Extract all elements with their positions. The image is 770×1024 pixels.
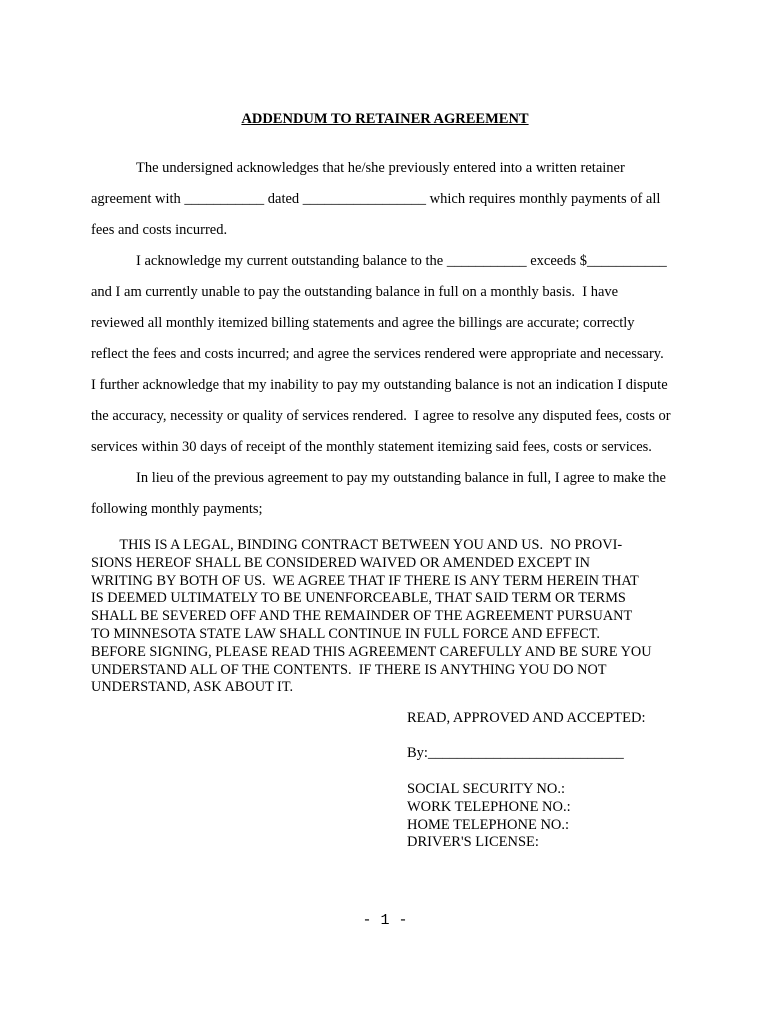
body-line-3: fees and costs incurred.: [91, 222, 228, 238]
body-line-9: the accuracy, necessity or quality of services rendered. I agree to resolve any disputed fees, costs or: [91, 408, 671, 424]
body-line-10: services within 30 days of receipt of the monthly statement itemizing said fees, costs or services.: [91, 439, 652, 455]
legal-notice-line: SHALL BE SEVERED OFF AND THE REMAINDER OF THE AGREEMENT PURSUANT: [91, 608, 633, 625]
legal-notice-line: SIONS HEREOF SHALL BE CONSIDERED WAIVED OR AMENDED EXCEPT IN: [91, 554, 590, 571]
body-line-11: In lieu of the previous agreement to pay my outstanding balance in full, I agree to make the: [136, 470, 666, 486]
body-line-12: following monthly payments;: [91, 501, 263, 517]
body-line-2: agreement with ___________ dated _________________ which requires monthly payments of all: [91, 191, 661, 207]
home-phone-label: HOME TELEPHONE NO.:: [407, 816, 570, 833]
body-line-6: reviewed all monthly itemized billing statements and agree the billings are accurate; correctly: [91, 315, 635, 331]
ssn-label: SOCIAL SECURITY NO.:: [407, 781, 566, 797]
page-number: - 1 -: [362, 912, 408, 929]
legal-notice-line: UNDERSTAND ALL OF THE CONTENTS. IF THERE IS ANYTHING YOU DO NOT: [91, 661, 607, 678]
body-line-7: reflect the fees and costs incurred; and agree the services rendered were appropriate and necessary.: [91, 346, 664, 362]
body-line-8: I further acknowledge that my inability to pay my outstanding balance is not an indication I dispute: [91, 377, 668, 393]
body-line-1: The undersigned acknowledges that he/she previously entered into a written retainer: [136, 160, 625, 176]
work-phone-label: WORK TELEPHONE NO.:: [407, 798, 571, 815]
legal-notice-line: TO MINNESOTA STATE LAW SHALL CONTINUE IN FULL FORCE AND EFFECT.: [91, 625, 601, 642]
signer-info-fields: [407, 781, 571, 852]
legal-notice-line: UNDERSTAND, ASK ABOUT IT.: [91, 679, 294, 696]
legal-notice: [91, 537, 691, 697]
legal-notice-line: IS DEEMED ULTIMATELY TO BE UNENFORCEABLE, THAT SAID TERM OR TERMS: [91, 590, 626, 607]
approval-heading: READ, APPROVED AND ACCEPTED:: [407, 710, 646, 726]
legal-notice-line: BEFORE SIGNING, PLEASE READ THIS AGREEMENT CAREFULLY AND BE SURE YOU: [91, 643, 652, 660]
body-line-4: I acknowledge my current outstanding balance to the ___________ exceeds $___________: [136, 253, 667, 269]
document-title: ADDENDUM TO RETAINER AGREEMENT: [241, 111, 529, 127]
drivers-license-label: DRIVER'S LICENSE:: [407, 834, 539, 851]
signature-line: By:___________________________: [407, 745, 624, 761]
legal-notice-line: THIS IS A LEGAL, BINDING CONTRACT BETWEEN YOU AND US. NO PROVI-: [91, 537, 623, 553]
body-line-5: and I am currently unable to pay the outstanding balance in full on a monthly basis. I have: [91, 284, 619, 300]
legal-notice-line: WRITING BY BOTH OF US. WE AGREE THAT IF THERE IS ANY TERM HEREIN THAT: [91, 572, 639, 589]
